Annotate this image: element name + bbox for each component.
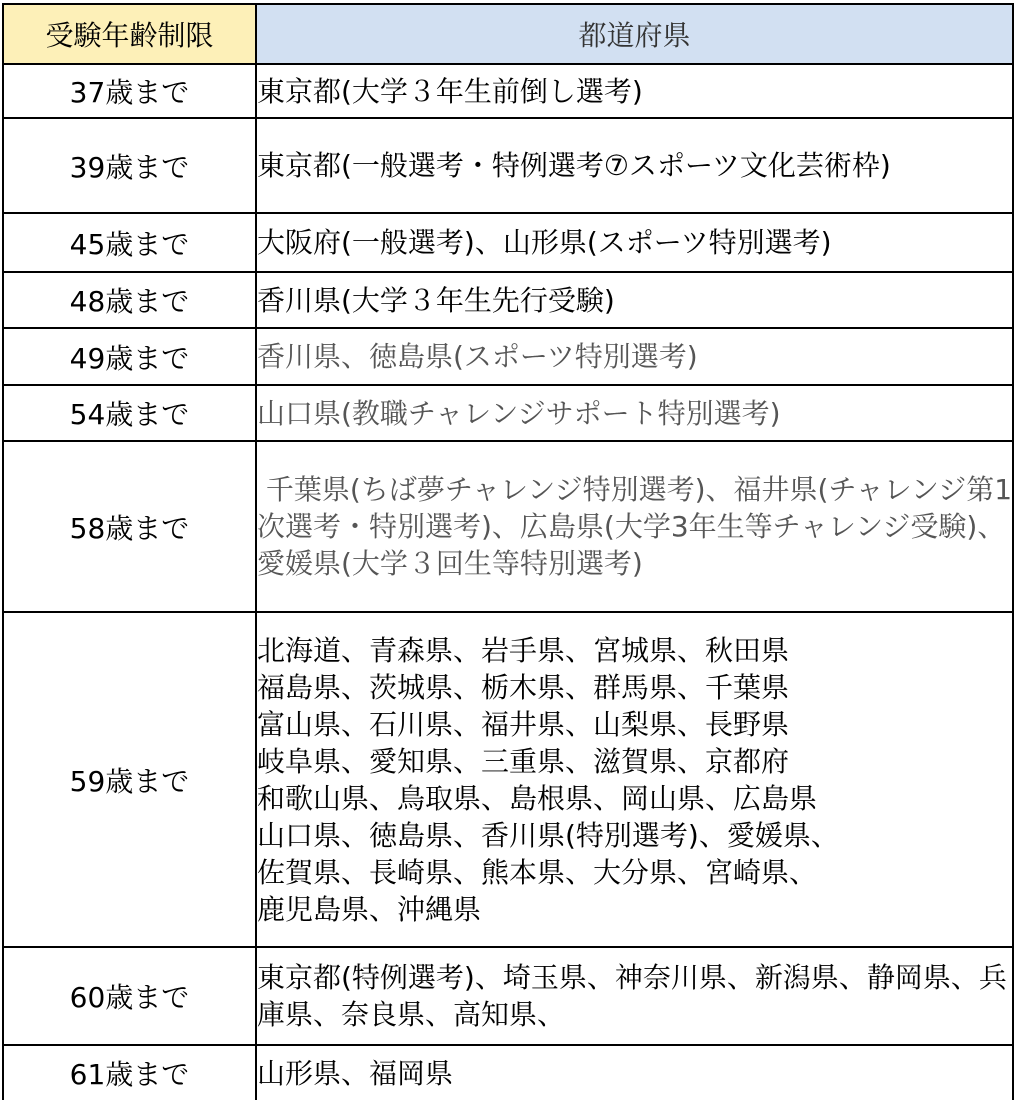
table-row: [3, 1045, 1013, 1100]
table-row: [3, 118, 1013, 213]
age-limit-cell: 61歳まで: [3, 1045, 256, 1100]
header-prefecture: 都道府県: [256, 4, 1013, 64]
prefecture-line: 富山県、石川県、福井県、山梨県、長野県: [257, 707, 790, 741]
prefecture-line: 佐賀県、長崎県、熊本県、大分県、宮崎県、: [257, 855, 818, 889]
age-limit-cell: 59歳まで: [3, 612, 256, 947]
prefecture-line: 和歌山県、鳥取県、島根県、岡山県、広島県: [257, 781, 818, 815]
age-limit-table: [2, 3, 1014, 1100]
age-limit-cell: 54歳まで: [3, 385, 256, 441]
header-age-limit: 受験年齢制限: [3, 4, 256, 64]
table-row: [3, 328, 1013, 385]
prefecture-cell: 山形県、福岡県: [256, 1045, 1013, 1100]
prefecture-cell: 東京都(一般選考・特例選考⑦スポーツ文化芸術枠): [256, 118, 1013, 213]
prefecture-line: 福島県、茨城県、栃木県、群馬県、千葉県: [257, 670, 790, 704]
prefecture-line: 山口県、徳島県、香川県(特別選考)、愛媛県、: [257, 818, 839, 852]
prefecture-cell: 東京都(大学３年生前倒し選考): [256, 64, 1013, 118]
age-limit-cell: 49歳まで: [3, 328, 256, 385]
age-limit-cell: 48歳まで: [3, 272, 256, 328]
table-row: [3, 947, 1013, 1045]
age-limit-cell: 37歳まで: [3, 64, 256, 118]
prefecture-cell: 香川県、徳島県(スポーツ特別選考): [256, 328, 1013, 385]
prefecture-line: 北海道、青森県、岩手県、宮城県、秋田県: [257, 633, 790, 667]
age-limit-cell: 60歳まで: [3, 947, 256, 1045]
prefecture-cell: 大阪府(一般選考)、山形県(スポーツ特別選考): [256, 213, 1013, 272]
prefecture-cell: 千葉県(ちば夢チャレンジ特別選考)、福井県(チャレンジ第1次選考・特別選考)、広島県(大学3年生等チャレンジ受験)、愛媛県(大学３回生等特別選考): [256, 441, 1013, 612]
table-row: [3, 385, 1013, 441]
table-row: [3, 612, 1013, 947]
table-row: [3, 213, 1013, 272]
prefecture-line: 鹿児島県、沖縄県: [257, 892, 482, 926]
table-row: [3, 272, 1013, 328]
prefecture-cell: [256, 612, 1013, 947]
age-limit-cell: 45歳まで: [3, 213, 256, 272]
prefecture-cell: 山口県(教職チャレンジサポート特別選考): [256, 385, 1013, 441]
table-row: [3, 441, 1013, 612]
prefecture-cell: 東京都(特例選考)、埼玉県、神奈川県、新潟県、静岡県、兵庫県、奈良県、高知県、: [256, 947, 1013, 1045]
table-header-row: [3, 4, 1013, 64]
prefecture-cell: 香川県(大学３年生先行受験): [256, 272, 1013, 328]
prefecture-line: 岐阜県、愛知県、三重県、滋賀県、京都府: [257, 744, 790, 778]
age-limit-cell: 58歳まで: [3, 441, 256, 612]
table-row: [3, 64, 1013, 118]
age-limit-cell: 39歳まで: [3, 118, 256, 213]
